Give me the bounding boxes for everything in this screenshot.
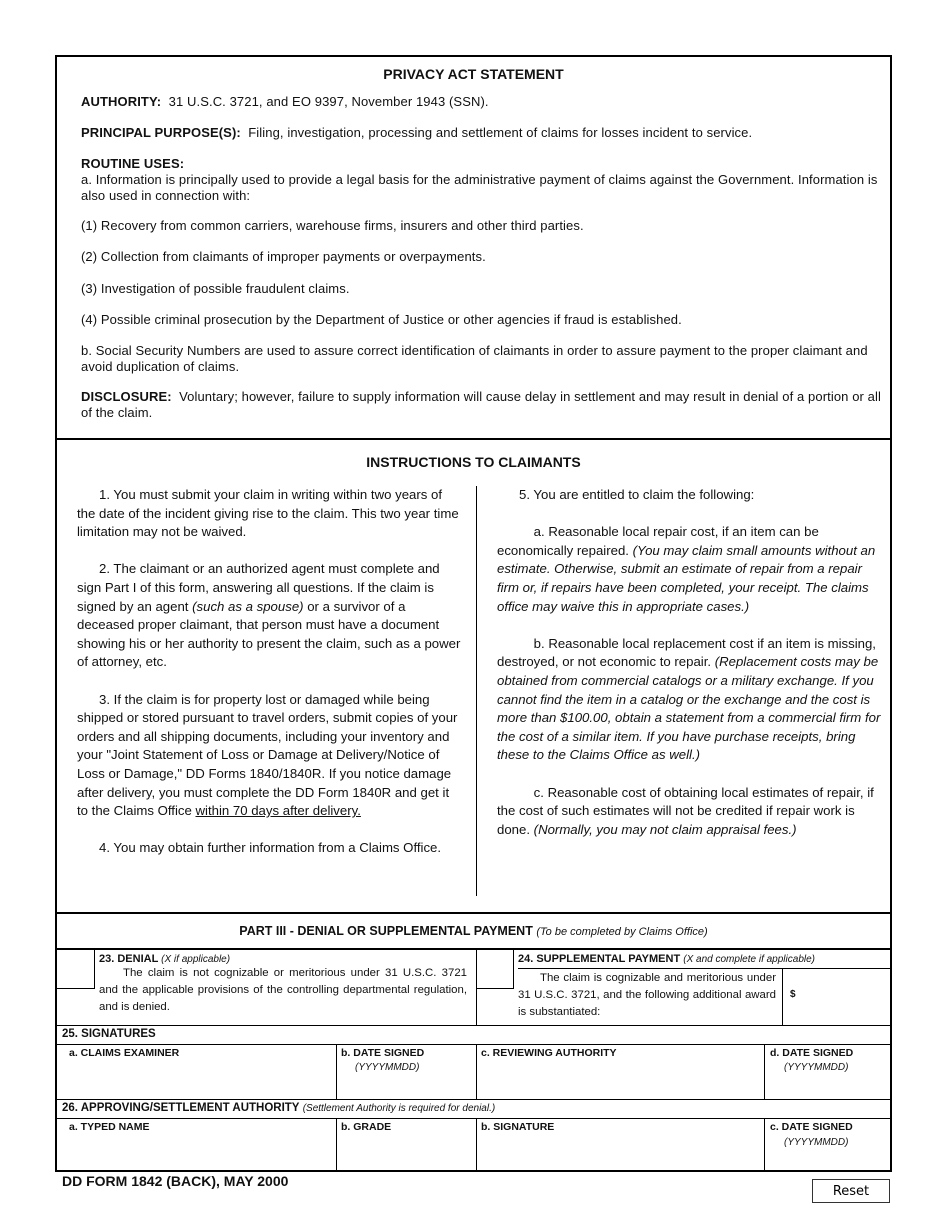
dollar-sign: $ xyxy=(790,989,796,1000)
purpose-text: Filing, investigation, processing and settlement of claims for losses incident to service. xyxy=(248,125,753,140)
signature-field[interactable] xyxy=(477,1133,764,1171)
instruction-5b xyxy=(497,635,882,765)
instruction-1: 1. You must submit your claim in writing within two years of the date of the incident giving rise to the claim. This two year time limitation may not be waived. xyxy=(77,487,459,540)
supplemental-text: The claim is cognizable and meritorious under 31 U.S.C. 3721, and the following additional award is substantiated: xyxy=(518,972,776,1018)
part3-title-note: (To be completed by Claims Office) xyxy=(536,926,708,938)
instruction-2-text-end: or a survivor of a deceased proper claimant, that person must have a document showing his or her authority to present the claim, such as a power of attorney, etc. xyxy=(77,598,461,670)
instruction-3 xyxy=(77,691,462,821)
denial-checkbox[interactable] xyxy=(57,950,95,989)
instruction-2-text: 2. The claimant or an authorized agent must complete and sign Part I of this form, answering all questions. If the claim is signed by an agent xyxy=(77,561,440,614)
denial-label-line xyxy=(99,953,467,965)
date-format-d: (YYYYMMDD) xyxy=(784,1062,849,1073)
instruction-5c-italic: (Normally, you may not claim appraisal fees.) xyxy=(533,821,797,837)
grade-field[interactable] xyxy=(337,1133,476,1171)
approving-row-top xyxy=(57,1118,890,1119)
reviewing-authority-field[interactable] xyxy=(477,1057,764,1099)
supplemental-label-line xyxy=(518,953,888,965)
supplemental-label: 24. SUPPLEMENTAL PAYMENT xyxy=(518,953,681,965)
date-format-b: (YYYYMMDD) xyxy=(355,1062,420,1073)
typed-name-label: a. TYPED NAME xyxy=(69,1121,150,1133)
denial-label: 23. DENIAL xyxy=(99,953,159,965)
authority-text: 31 U.S.C. 3721, and EO 9397, November 1943 (SSN). xyxy=(168,94,489,109)
sig-row-bottom xyxy=(57,1099,890,1100)
instruction-5b-italic: (Replacement costs may be obtained from commercial catalogs or a military exchange. If you cannot find the item in a catalog or the exchange and the cost is more than $100.00, obtain a statement from a commercial firm for the cost of a similar item. If you have purchase receipts, bring these to the Claims Office as well.) xyxy=(497,654,881,763)
date-format-c: (YYYYMMDD) xyxy=(784,1137,849,1148)
routine-uses-a: a. Information is principally used to provide a legal basis for the administrative payment of claims against the Government. Information is also used in connection with: xyxy=(81,172,878,203)
typed-name-field[interactable] xyxy=(57,1133,336,1171)
authority-label: AUTHORITY: xyxy=(81,94,162,109)
disclosure-paragraph xyxy=(81,389,884,420)
approving-label: 26. APPROVING/SETTLEMENT AUTHORITY xyxy=(62,1102,300,1114)
instructions-left-column xyxy=(77,486,462,876)
instruction-3-underlined: within 70 days after delivery. xyxy=(195,803,361,819)
routine-use-1: (1) Recovery from common carriers, warehouse firms, insurers and other third parties. xyxy=(81,218,584,233)
instruction-2-italic: (such as a spouse) xyxy=(192,598,304,614)
purpose-label: PRINCIPAL PURPOSE(S): xyxy=(81,125,241,140)
instructions-right-column xyxy=(497,486,882,858)
instruction-5b-text: b. Reasonable local replacement cost if an item is missing, destroyed, or not economic to repair. xyxy=(497,635,876,670)
instruction-5a-italic: (You may claim small amounts without an estimate. Otherwise, submit an estimate of repair from a repair firm or, if repairs have been completed, your receipt. The claims office may waive this in appropriate cases.) xyxy=(497,542,876,614)
signature-label: b. SIGNATURE xyxy=(481,1121,555,1133)
denial-text: The claim is not cognizable or meritorious under 31 U.S.C. 3721 and the applicable provisions of the controlling departmental regulation, and is denied. xyxy=(99,967,467,1013)
supplemental-amount-field[interactable] xyxy=(783,969,891,1025)
instruction-5c xyxy=(497,784,882,840)
routine-use-3: (3) Investigation of possible fraudulent claims. xyxy=(81,281,350,296)
date-signed-d-label: d. DATE SIGNED xyxy=(770,1047,854,1059)
routine-uses-label: ROUTINE USES: xyxy=(81,156,185,171)
authority-paragraph xyxy=(81,94,884,110)
reset-button[interactable]: Reset xyxy=(812,1179,890,1203)
part3-header xyxy=(57,914,890,950)
disclosure-label: DISCLOSURE: xyxy=(81,389,172,404)
supplemental-block xyxy=(518,953,888,965)
denial-block xyxy=(99,953,467,1016)
claims-examiner-field[interactable] xyxy=(57,1057,336,1099)
instruction-5c-text: c. Reasonable cost of obtaining local estimates of repair, if the cost of such estimates will not be credited if repair work is done. xyxy=(497,784,874,837)
instruction-2 xyxy=(77,560,462,672)
approving-label-line xyxy=(62,1102,495,1114)
form-id: DD FORM 1842 (BACK), MAY 2000 xyxy=(62,1173,289,1189)
routine-use-4: (4) Possible criminal prosecution by the Department of Justice or other agencies if fraud is established. xyxy=(81,312,682,327)
part3-title: PART III - DENIAL OR SUPPLEMENTAL PAYMENT xyxy=(239,924,533,938)
instruction-5a-text: a. Reasonable local repair cost, if an item can be economically repaired. xyxy=(497,524,819,558)
purpose-paragraph xyxy=(81,125,884,141)
instruction-4: 4. You may obtain further information from a Claims Office. xyxy=(99,840,442,856)
supplemental-checkbox[interactable] xyxy=(476,950,514,989)
reviewing-authority-label: c. REVIEWING AUTHORITY xyxy=(481,1047,617,1059)
date-signed-c-field[interactable] xyxy=(765,1149,890,1171)
sig-row-top xyxy=(57,1044,890,1045)
column-divider xyxy=(476,486,477,896)
instruction-5: 5. You are entitled to claim the following: xyxy=(519,487,755,502)
routine-use-2: (2) Collection from claimants of improper payments or overpayments. xyxy=(81,249,486,264)
date-signed-b-label: b. DATE SIGNED xyxy=(341,1047,425,1059)
signatures-label: 25. SIGNATURES xyxy=(62,1028,156,1040)
date-signed-c-label: c. DATE SIGNED xyxy=(770,1121,853,1133)
claims-examiner-label: a. CLAIMS EXAMINER xyxy=(69,1047,180,1059)
denial-note: (X if applicable) xyxy=(161,954,231,965)
instructions-title: INSTRUCTIONS TO CLAIMANTS xyxy=(366,454,581,470)
supplemental-note: (X and complete if applicable) xyxy=(683,954,815,965)
privacy-act-section xyxy=(57,57,890,440)
instructions-section xyxy=(57,440,890,914)
disclosure-text: Voluntary; however, failure to supply information will cause delay in settlement and may result in denial of a portion or all of the claim. xyxy=(81,389,881,420)
date-signed-d-field[interactable] xyxy=(765,1073,890,1099)
instruction-3-text: 3. If the claim is for property lost or damaged while being shipped or stored pursuant to travel orders, submit copies of your orders and all shipping documents, including your inventory and your "Joint Statement of Loss or Damage at Delivery/Notice of Loss or Damage," DD Forms 1840/1840R. If you notice damage after delivery, you must complete the DD Form 1840R and get it to the Claims Office xyxy=(77,691,458,819)
date-signed-b-field[interactable] xyxy=(337,1073,476,1099)
row-divider-23-24 xyxy=(57,1025,890,1026)
grade-label: b. GRADE xyxy=(341,1121,392,1133)
privacy-title: PRIVACY ACT STATEMENT xyxy=(383,66,564,82)
approving-note: (Settlement Authority is required for denial.) xyxy=(302,1103,496,1114)
form-page xyxy=(55,55,892,1172)
routine-uses-b: b. Social Security Numbers are used to assure correct identification of claimants in order to assure payment to the proper claimant and avoid duplication of claims. xyxy=(81,343,868,374)
instruction-5a xyxy=(497,523,882,616)
